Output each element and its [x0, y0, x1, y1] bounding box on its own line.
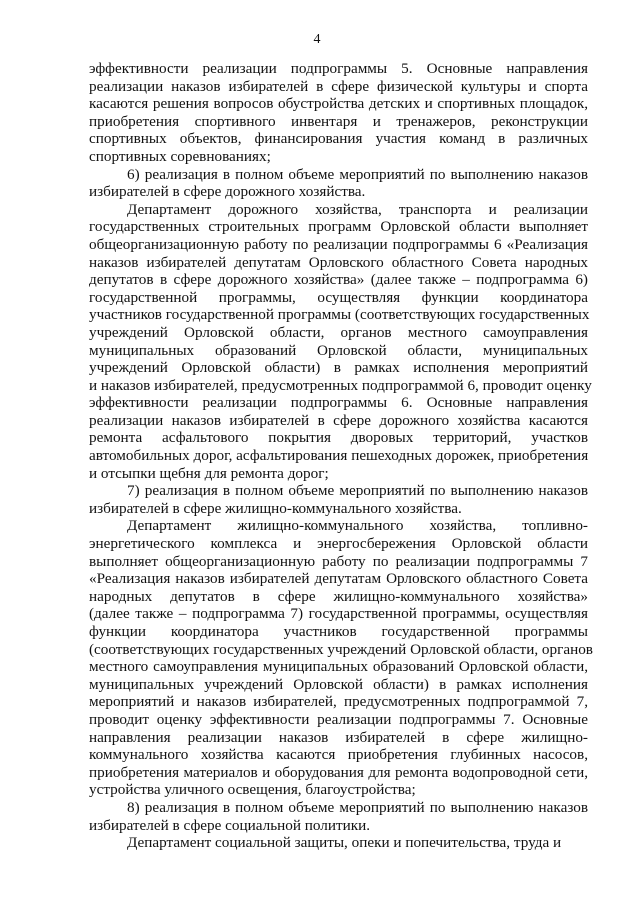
text-line: муниципальных образований Орловской области, муниципальных: [89, 341, 588, 359]
text-line: спортивных объектов, финансирования участия команд в различных: [89, 130, 588, 148]
text-line: энергетического комплекса и энергосбережения Орловской области: [89, 535, 588, 553]
text-line: местного самоуправления муниципальных образований Орловской области,: [89, 658, 588, 676]
text-line: коммунального хозяйства касаются приобретения глубинных насосов,: [89, 746, 588, 764]
text-line: 8) реализация в полном объеме мероприятий по выполнению наказов: [127, 798, 588, 816]
text-line: учреждений Орловской области) в рамках исполнения мероприятий: [89, 359, 588, 377]
text-line: государственной программы, осуществляя функции координатора: [89, 288, 588, 306]
text-line: функции координатора участников государственной программы: [89, 623, 588, 640]
paragraph: [89, 517, 593, 799]
text-line: реализации наказов избирателей в сфере физической культуры и спорта: [89, 77, 588, 95]
paragraph: [89, 482, 588, 517]
text-line: общеорганизационную работу по реализации подпрограммы 6 «Реализация: [89, 235, 588, 253]
text-line: избирателей в сфере социальной политики.: [89, 816, 371, 834]
text-line: автомобильных дорог, асфальтирования пешеходных дорожек, приобретения: [89, 447, 589, 465]
text-line: направления реализации наказов избирателей в сфере жилищно-: [89, 728, 588, 746]
paragraph: [89, 200, 592, 483]
text-line: и наказов избирателей, предусмотренных подпрограммой 6, проводит оценку: [89, 376, 592, 394]
text-line: касаются решения вопросов обустройства детских и спортивных площадок,: [89, 95, 588, 113]
text-line: Департамент жилищно-коммунального хозяйства, топливно-: [127, 517, 588, 535]
text-line: эффективности реализации подпрограммы 6. Основные направления: [89, 394, 588, 412]
text-line: выполняет общеорганизационную работу по реализации подпрограммы 7: [89, 552, 588, 570]
text-line: мероприятий и наказов избирателей, предусмотренных подпрограммой 7,: [89, 693, 588, 711]
text-line: 6) реализация в полном объеме мероприятий по выполнению наказов: [127, 165, 588, 183]
paragraph: [89, 60, 588, 166]
text-line: Департамент социальной защиты, опеки и попечительства, труда и: [127, 834, 562, 852]
text-line: приобретения спортивного инвентаря и тренажеров, реконструкции: [89, 112, 588, 130]
text-line: депутатов в сфере дорожного хозяйства» (далее также – подпрограмма 6): [89, 271, 588, 289]
paragraph: [89, 166, 588, 201]
text-line: государственных строительных программ Орловской области выполняет: [89, 218, 588, 236]
text-line: избирателей в сфере жилищно-коммунального хозяйства.: [89, 499, 462, 517]
text-line: «Реализация наказов избирателей депутатам Орловского областного Совета: [89, 570, 588, 588]
text-line: участников государственной программы (соответствующих государственных: [89, 306, 590, 324]
text-line: приобретения материалов и оборудования для ремонта водопроводной сети,: [89, 763, 588, 781]
text-line: учреждений Орловской области, органов местного самоуправления: [89, 323, 588, 341]
text-line: и отсыпки щебня для ремонта дорог;: [89, 464, 329, 482]
page-number: 4: [313, 32, 321, 47]
text-line: народных депутатов в сфере жилищно-коммунального хозяйства»: [89, 587, 588, 605]
paragraph: [89, 799, 588, 834]
text-line: ремонта асфальтового покрытия дворовых территорий, участков: [89, 429, 588, 447]
text-line: спортивных соревнованиях;: [89, 147, 271, 165]
text-line: эффективности реализации подпрограммы 5. Основные направления: [89, 60, 588, 77]
text-line: (далее также – подпрограмма 7) государственной программы, осуществляя: [89, 605, 588, 623]
text-line: (соответствующих государственных учреждений Орловской области, органов: [89, 640, 593, 658]
text-line: наказов избирателей депутатам Орловского областного Совета народных: [89, 253, 588, 271]
paragraph: [89, 834, 588, 852]
text-line: избирателей в сфере дорожного хозяйства.: [89, 183, 366, 201]
text-line: Департамент дорожного хозяйства, транспорта и реализации: [127, 200, 588, 218]
text-line: муниципальных учреждений Орловской области) в рамках исполнения: [89, 675, 588, 693]
document-body: [89, 60, 593, 852]
text-line: реализации наказов избирателей в сфере дорожного хозяйства касаются: [89, 411, 588, 429]
text-line: проводит оценку эффективности реализации подпрограммы 7. Основные: [89, 710, 588, 728]
text-line: устройства уличного освещения, благоустройства;: [89, 781, 416, 799]
text-line: 7) реализация в полном объеме мероприятий по выполнению наказов: [127, 482, 588, 500]
